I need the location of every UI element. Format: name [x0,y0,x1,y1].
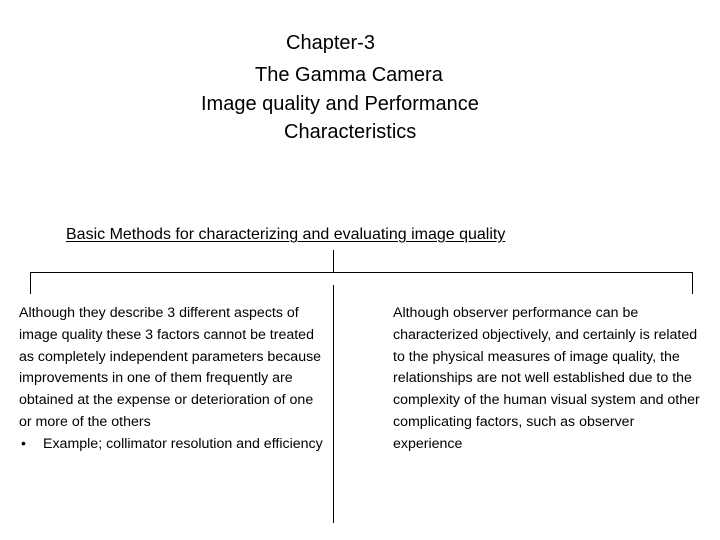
right-paragraph: Although observer performance can be characterized objectively, and certainly is related to the physical measures of image quality, the relationships are not well established due to the complexity of the human visual system and other complicating factors, such as observer experience [393,305,700,452]
right-column [393,303,705,456]
bullet-text: Example; collimator resolution and efficiency [43,435,323,452]
tree-connector-right [692,272,693,294]
tree-connector-left [30,272,31,294]
bullet-item [19,434,324,456]
title-characteristics: Characteristics [284,121,417,143]
title-chapter: Chapter-3 [286,32,375,54]
left-column [19,303,324,456]
bullet-icon: • [21,435,26,452]
tree-connector-bar [30,272,693,273]
title-image-quality: Image quality and Performance [201,93,479,115]
section-heading: Basic Methods for characterizing and evaluating image quality [66,226,506,243]
title-gamma-camera: The Gamma Camera [255,64,443,86]
left-paragraph: Although they describe 3 different aspects of image quality these 3 factors cannot be treated as completely independent parameters because improvements in one of them frequently are obtained at the expense or deterioration of one or more of the others [19,305,322,430]
tree-connector-stem [333,250,334,272]
column-divider [333,285,334,523]
